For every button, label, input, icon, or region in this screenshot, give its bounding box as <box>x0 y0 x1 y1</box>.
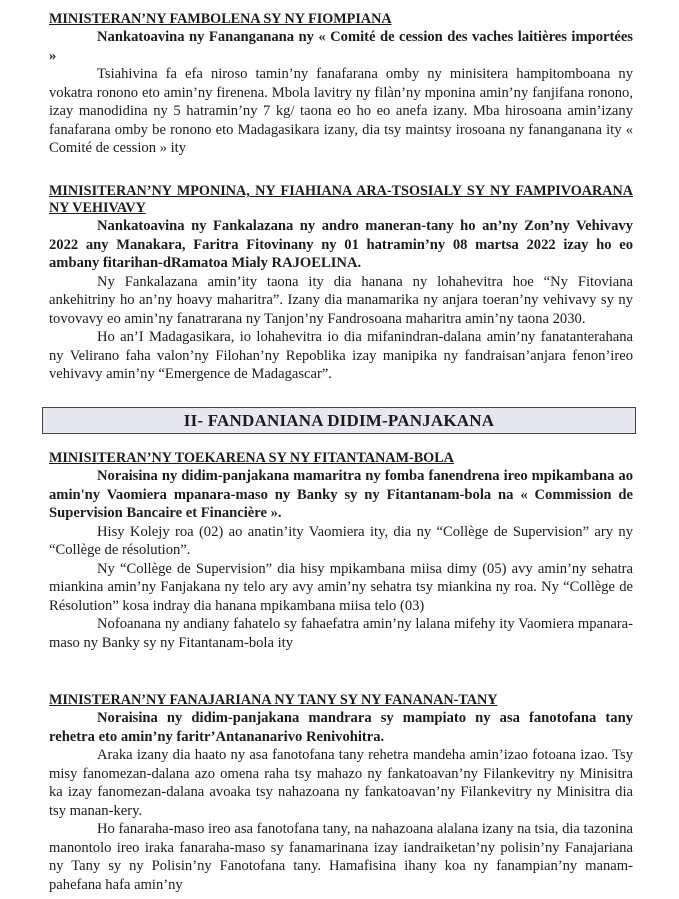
section-lead: Noraisina ny didim-panjakana mandrara sy mampiato ny asa fanotofana tany rehetra eto amin’ny faritr’Antananarivo Renivohitra. <box>49 710 633 745</box>
section-paragraph: Hisy Kolejy roa (02) ao anatin’ity Vaomiera ity, dia ny “Collège de Supervision” ary ny “Collège de résolution”. <box>49 523 633 558</box>
section-heading: MINISITERAN’NY MPONINA, NY FIAHIANA ARA-TSOSIALY SY NY FAMPIVOARANA NY VEHIVAVY <box>49 183 633 216</box>
section-paragraph: Ny Fankalazana amin’ity taona ity dia hanana ny lohahevitra hoe “Ny Fitoviana ankehitriny ho an’ny hoavy maharitra”. Izany dia manamarika ny anjara toeran’ny vehivavy sy ny tovovavy eo amin’ny fanatrarana ny Tanjon’ny Fandrosoana maharitra amin’ny taona 2030. <box>49 273 633 327</box>
section-heading: MINISITERAN’NY TOEKARENA SY NY FITANTANAM-BOLA <box>49 450 454 466</box>
section-lead: Nankatoavina ny Fananganana ny « Comité de cession des vaches laitières importées » <box>49 29 633 64</box>
section-economy <box>49 450 633 652</box>
section-paragraph: Ny “Collège de Supervision” dia hisy mpikambana miisa dimy (05) avy amin’ny sehatra miankina amin’ny Fanjakana ny telo ary avy amin’ny sehatra tsy miankina ny roa. Ny “Collège de Résolution” kosa indray dia hanana mpikambana miisa telo (03) <box>49 560 633 614</box>
section-heading: MINISTERAN’NY FAMBOLENA SY NY FIOMPIANA <box>49 11 392 27</box>
section-population <box>49 183 633 384</box>
section-paragraph: Nofoanana ny andiany fahatelo sy fahaefatra amin’ny lalana mifehy ity Vaomiera mpanara-maso ny Banky sy ny Fitantanam-bola ity <box>49 616 633 651</box>
section-land <box>49 692 633 894</box>
section-lead: Nankatoavina ny Fankalazana ny andro maneran-tany ho an’ny Zon’ny Vehivavy 2022 any Manakara, Faritra Fitovinany ny 01 hatramin’ny 08 martsa 2022 izay ho eo ambany fitarihan-dRamatoa Mialy RAJOELINA. <box>49 218 633 271</box>
section-paragraph: Ho an’I Madagasikara, io lohahevitra io dia mifanindran-dalana amin’ny fanatanterahana ny Velirano faha valon’ny Filohan’ny Repoblika izay manipika ny fandraisan’anjara fenon’ireo vehivavy amin’ny “Emergence de Madagascar”. <box>49 329 633 382</box>
part-two-banner: II- FANDANIANA DIDIM-PANJAKANA <box>42 407 636 434</box>
section-heading: MINISTERAN’NY FANAJARIANA NY TANY SY NY FANANAN-TANY <box>49 692 498 708</box>
section-paragraph: Araka izany dia haato ny asa fanotofana tany rehetra mandeha amin’izao fotoana izao. Tsy misy fanomezan-dalana azo omena raha tsy mahazo ny fankatoavan’ny Filankevitry ny Minisitra ka izay fanomezan-dalana avoaka tsy nahazoana ny fankatoavan’ny Filankevitry ny Minisitra dia tsy manan-kery. <box>49 747 633 819</box>
section-paragraph: Ho fanaraha-maso ireo asa fanotofana tany, na nahazoana alalana izany na tsia, dia tazonina manontolo ireo iraka fanaraha-maso sy fanamarinana izay iandraiketan’ny polisin’ny Fanajariana ny Tany sy ny Polisin’ny Fanotofana tany. Hamafisina ihany koa ny fanampian’ny manam-pahefana hafa amin’ny <box>49 821 633 893</box>
section-lead: Noraisina ny didim-panjakana mamaritra ny fomba fanendrena ireo mpikambana ao amin'ny Vaomiera mpanara-maso ny Banky sy ny Fitantanam-bola na « Commission de Supervision Bancaire et Financière ». <box>49 468 633 521</box>
section-paragraph: Tsiahivina fa efa niroso tamin’ny fanafarana omby ny minisitera hampitomboana ny vokatra ronono eto amin’ny firenena. Mbola lavitry ny filàn’ny mponina amin’ny fanjifana ronono, izay manodidina ny 5 hatramin’ny 7 kg/ taona eo ho eo anefa izany. Mba hirosoana amin’izany fanafarana omby be ronono eto Madagasikara izany, dia tsy maintsy irosoana ny fananganana ity « Comité de cession » ity <box>49 66 633 156</box>
section-agriculture <box>49 11 633 158</box>
